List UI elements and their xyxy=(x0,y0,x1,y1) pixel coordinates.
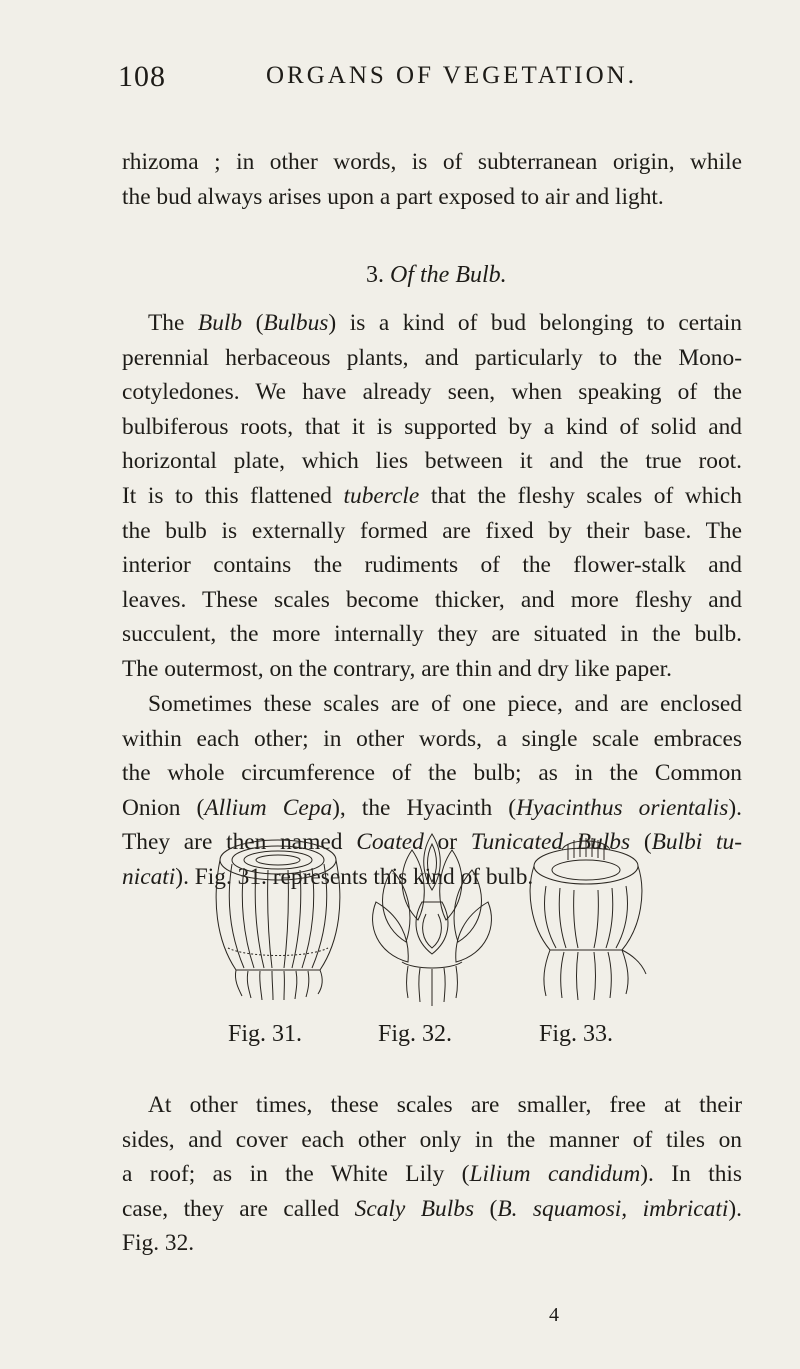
text-line: leaves. These scales become thicker, and more fleshy and xyxy=(122,586,742,613)
text-line: Onion (Allium Cepa), the Hyacinth (Hyacinthus orientalis). xyxy=(122,794,742,821)
text-line: case, they are called Scaly Bulbs (B. squamosi, imbricati). xyxy=(122,1195,743,1222)
text-line: The Bulb (Bulbus) is a kind of bud belonging to certain xyxy=(148,310,742,336)
text-line: perennial herbaceous plants, and particularly to the Mono- xyxy=(122,344,742,371)
page-number: 108 xyxy=(118,60,166,93)
text-line: interior contains the rudiments of the flower-stalk and xyxy=(122,552,742,579)
text-line: the bud always arises upon a part exposed to air and light. xyxy=(122,183,664,210)
text-line: It is to this flattened tubercle that the fleshy scales of which xyxy=(122,482,742,509)
fig-31-caption: Fig. 31. xyxy=(228,1021,303,1047)
text-line: At other times, these scales are smaller, free at their xyxy=(148,1092,742,1118)
fig-33-bulb-illustration xyxy=(516,830,656,1010)
signature-mark: 4 xyxy=(549,1304,559,1326)
text-line: bulbiferous roots, that it is supported by a kind of solid and xyxy=(122,413,742,440)
text-line: the whole circumference of the bulb; as in the Common xyxy=(122,760,742,787)
section-number: 3. xyxy=(366,262,384,288)
page-header xyxy=(118,60,758,100)
text-line: sides, and cover each other only in the manner of tiles on xyxy=(122,1126,742,1153)
paragraph-bulb-definition xyxy=(122,306,742,687)
text-line: succulent, the more internally they are situated in the bulb. xyxy=(122,621,742,648)
fig-32-scaly-bulb-illustration xyxy=(362,830,502,1010)
text-line: the bulb is externally formed are fixed by their base. The xyxy=(122,517,742,544)
text-line: Sometimes these scales are of one piece, and are enclosed xyxy=(148,691,742,717)
text-line: within each other; in other words, a single scale embraces xyxy=(122,725,742,752)
text-line: Fig. 32. xyxy=(122,1230,195,1257)
fig-33-caption: Fig. 33. xyxy=(539,1021,614,1047)
text-line: They are then named Coated or Tunicated Bulbs (Bulbi tu- xyxy=(122,829,743,856)
text-line: a roof; as in the White Lily (Lilium candidum). In this xyxy=(122,1161,742,1188)
text-line: The outermost, on the contrary, are thin and dry like paper. xyxy=(122,655,672,682)
text-line: nicati). Fig. 31. represents this kind of bulb. xyxy=(122,863,534,890)
text-line: cotyledones. We have already seen, when speaking of the xyxy=(122,379,742,406)
text-line: horizontal plate, which lies between it and the true root. xyxy=(122,448,742,475)
paragraph-scaly-bulbs xyxy=(122,1088,742,1261)
running-title: ORGANS OF VEGETATION. xyxy=(266,62,637,89)
fig-32-caption: Fig. 32. xyxy=(378,1021,453,1047)
section-heading xyxy=(366,262,507,289)
fig-31-tunicated-bulb-illustration xyxy=(208,830,348,1010)
section-title-text: Of the Bulb. xyxy=(390,262,507,288)
text-line: rhizoma ; in other words, is of subterranean origin, while xyxy=(122,149,742,175)
figures-row xyxy=(208,830,658,1050)
intro-paragraph xyxy=(122,145,742,214)
